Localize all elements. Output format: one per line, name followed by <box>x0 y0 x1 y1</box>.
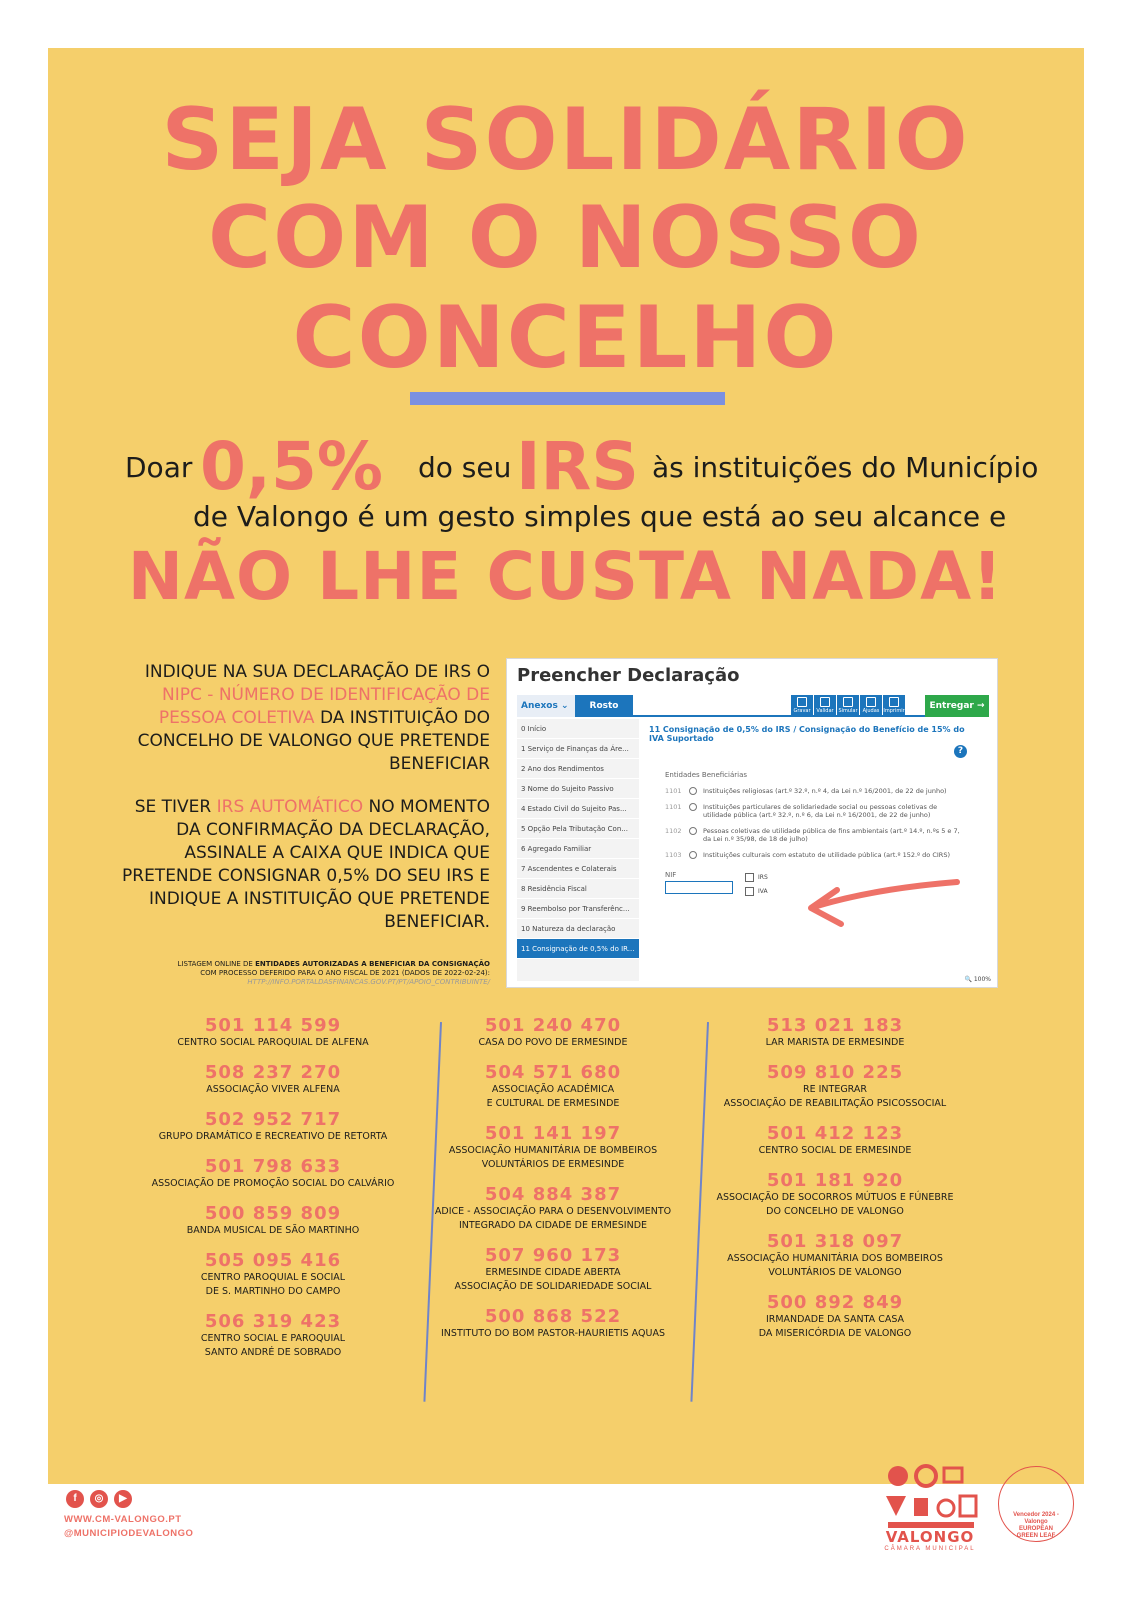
footnote-bold: ENTIDADES AUTORIZADAS A BENEFICIAR DA CONSIGNAÇÃO <box>255 960 490 968</box>
save-button-label: Gravar <box>793 708 811 714</box>
institution-name: ASSOCIAÇÃO DE PROMOÇÃO SOCIAL DO CALVÁRIO <box>151 1178 395 1189</box>
sidebar <box>517 719 639 981</box>
institution <box>408 1016 698 1050</box>
institution <box>128 1110 418 1144</box>
institution <box>408 1307 698 1341</box>
institution <box>408 1063 698 1111</box>
sidebar-item[interactable]: 0 Início <box>517 719 639 739</box>
validate-button-label: Validar <box>816 708 834 714</box>
youtube-icon[interactable]: ▶ <box>114 1490 132 1508</box>
institution-nipc: 501 141 197 <box>484 1123 622 1144</box>
badge-text: Vencedor 2024 - Valongo EUROPEAN GREEN LEAF <box>1013 1512 1059 1539</box>
entity-label: Instituições religiosas (art.º 32.º, n.º 4, da Lei n.º 16/2001, de 22 de junho) <box>703 787 947 795</box>
institution-nipc: 501 240 470 <box>484 1015 622 1036</box>
chevron-down-icon: ⌄ <box>560 701 569 711</box>
institution-name: INSTITUTO DO BOM PASTOR-HAURIETIS AQUAS <box>441 1328 665 1339</box>
instruction-text: DA INSTITUIÇÃO DO CONCELHO DE VALONGO QUE PRETENDE BENEFICIAR <box>137 708 490 774</box>
sidebar-item[interactable]: 5 Opção Pela Tributação Con... <box>517 819 639 839</box>
website-link[interactable]: WWW.CM-VALONGO.PT <box>64 1514 182 1525</box>
institution-name: IRMANDADE DA SANTA CASA DA MISERICÓRDIA DE VALONGO <box>758 1314 912 1339</box>
sidebar-item[interactable]: 8 Residência Fiscal <box>517 879 639 899</box>
institution-nipc: 506 319 423 <box>204 1311 342 1332</box>
institution-nipc: 501 412 123 <box>766 1123 904 1144</box>
help-button-label: Ajudas <box>862 708 880 714</box>
institution-nipc: 501 114 599 <box>204 1015 342 1036</box>
institution-name: ASSOCIAÇÃO VIVER ALFENA <box>206 1084 340 1095</box>
tab-anexos-label: Anexos <box>521 701 558 711</box>
institution-nipc: 507 960 173 <box>484 1245 622 1266</box>
help-icon[interactable]: ? <box>954 745 967 758</box>
sidebar-item[interactable]: 3 Nome do Sujeito Passivo <box>517 779 639 799</box>
save-button[interactable] <box>791 695 813 717</box>
calculator-icon <box>843 697 853 707</box>
sidebar-item[interactable]: 9 Reembolso por Transferênc... <box>517 899 639 919</box>
institution-nipc: 508 237 270 <box>204 1062 342 1083</box>
entity-code: 1101 <box>665 803 682 811</box>
help-button[interactable] <box>860 695 882 717</box>
institution-name: ASSOCIAÇÃO DE SOCORROS MÚTUOS E FÚNEBRE DO CONCELHO DE VALONGO <box>716 1192 954 1217</box>
footnote-link[interactable]: HTTP://INFO.PORTALDASFINANCAS.GOV.PT/PT/APOIO_CONTRIBUINTE/ <box>247 978 490 986</box>
institution-name: ADICE - ASSOCIAÇÃO PARA O DESENVOLVIMENTO INTEGRADO DA CIDADE DE ERMESINDE <box>434 1206 672 1231</box>
check-icon <box>820 697 830 707</box>
institution-name: ASSOCIAÇÃO HUMANITÁRIA DE BOMBEIROS VOLUNTÁRIOS DE ERMESINDE <box>448 1145 658 1170</box>
institution-nipc: 504 884 387 <box>484 1184 622 1205</box>
radio-button[interactable] <box>689 827 697 835</box>
sidebar-item[interactable]: 7 Ascendentes e Colaterais <box>517 859 639 879</box>
entity-code: 1101 <box>665 787 682 795</box>
institution-name: GRUPO DRAMÁTICO E RECREATIVO DE RETORTA <box>158 1131 388 1142</box>
institution <box>128 1016 418 1050</box>
institution-name: RE INTEGRAR ASSOCIAÇÃO DE REABILITAÇÃO PSICOSSOCIAL <box>723 1084 947 1109</box>
iva-checkbox[interactable] <box>745 887 754 896</box>
instagram-icon[interactable]: ◎ <box>90 1490 108 1508</box>
print-button-label: Imprimir <box>883 708 905 714</box>
institutions-column-3 <box>690 1016 980 1354</box>
sidebar-item-active[interactable]: 11 Consignação de 0,5% do IR... <box>517 939 639 959</box>
entities-heading: Entidades Beneficiárias <box>665 771 748 779</box>
institution <box>690 1293 980 1341</box>
institution <box>128 1204 418 1238</box>
sidebar-item[interactable]: 10 Natureza da declaração <box>517 919 639 939</box>
tab-rosto[interactable]: Rosto <box>575 695 633 717</box>
institutions-column-1 <box>128 1016 418 1373</box>
footnote-text: LISTAGEM ONLINE DE <box>177 960 253 968</box>
logo-name: VALONGO <box>885 1528 975 1546</box>
headline-line-3: CONCELHO <box>292 288 839 388</box>
simulate-button-label: Simular <box>838 708 858 714</box>
institution-nipc: 502 952 717 <box>204 1109 342 1130</box>
declaration-screenshot <box>506 658 998 988</box>
nao-lhe-custa-nada: NÃO LHE CUSTA NADA! <box>127 538 1004 615</box>
institution-name: ASSOCIAÇÃO HUMANITÁRIA DOS BOMBEIROS VOLUNTÁRIOS DE VALONGO <box>727 1253 943 1278</box>
intro-percent: 0,5% <box>200 428 384 505</box>
institution-nipc: 513 021 183 <box>766 1015 904 1036</box>
institution <box>408 1185 698 1233</box>
institution <box>408 1124 698 1172</box>
sidebar-item[interactable]: 6 Agregado Familiar <box>517 839 639 859</box>
irs-checkbox[interactable] <box>745 873 754 882</box>
footnote-text: COM PROCESSO DEFERIDO PARA O ANO FISCAL DE 2021 (DADOS DE 2022-02-24): <box>200 969 490 977</box>
sidebar-item[interactable]: 1 Serviço de Finanças da Áre... <box>517 739 639 759</box>
section-title: 11 Consignação de 0,5% do IRS / Consignação do Benefício de 15% do IVA Suportado <box>649 725 965 743</box>
intro-do-seu: do seu <box>418 451 512 484</box>
institution <box>128 1157 418 1191</box>
instruction-text: SE TIVER <box>134 797 212 817</box>
headline-line-2: COM O NOSSO <box>208 188 923 288</box>
instruction-highlight: NIPC - NÚMERO DE IDENTIFICAÇÃO DE PESSOA COLETIVA <box>158 685 490 728</box>
iva-checkbox-label: IVA <box>758 888 768 895</box>
institution-name: CENTRO SOCIAL PAROQUIAL DE ALFENA <box>177 1037 369 1048</box>
instruction-automatico <box>110 796 490 934</box>
institution-nipc: 501 318 097 <box>766 1231 904 1252</box>
entity-code: 1103 <box>665 851 682 859</box>
institution-name: CENTRO PAROQUIAL E SOCIAL DE S. MARTINHO DO CAMPO <box>200 1272 346 1297</box>
institution-name: LAR MARISTA DE ERMESINDE <box>765 1037 905 1048</box>
zoom-level: 🔍 100% <box>964 976 991 983</box>
radio-button[interactable] <box>689 787 697 795</box>
institution-name: CASA DO POVO DE ERMESINDE <box>478 1037 628 1048</box>
tab-anexos[interactable] <box>517 695 575 717</box>
institution <box>128 1312 418 1360</box>
entity-code: 1102 <box>665 827 682 835</box>
entity-label: Instituições particulares de solidariedade social ou pessoas coletivas de utilidade pública (art.º 32.º, n.º 6, da Lei n.º 16/2001, de 22 de junho) <box>703 803 938 819</box>
radio-button[interactable] <box>689 851 697 859</box>
radio-button[interactable] <box>689 803 697 811</box>
institution-nipc: 501 798 633 <box>204 1156 342 1177</box>
social-handle[interactable]: @MUNICIPIODEVALONGO <box>64 1528 194 1539</box>
download-icon <box>797 697 807 707</box>
screenshot-title: Preencher Declaração <box>517 665 740 686</box>
print-button[interactable] <box>883 695 905 717</box>
institution-name: CENTRO SOCIAL E PAROQUIAL SANTO ANDRÉ DE SOBRADO <box>200 1333 346 1358</box>
sidebar-item[interactable]: 4 Estado Civil do Sujeito Pas... <box>517 799 639 819</box>
institution-name: ERMESINDE CIDADE ABERTA ASSOCIAÇÃO DE SOLIDARIEDADE SOCIAL <box>454 1267 652 1292</box>
book-icon <box>866 697 876 707</box>
arrow-icon <box>797 874 967 944</box>
divider-rule <box>410 392 725 405</box>
footnote <box>160 960 490 987</box>
institution-nipc: 500 868 522 <box>484 1306 622 1327</box>
institution <box>690 1171 980 1219</box>
sidebar-item[interactable]: 2 Ano dos Rendimentos <box>517 759 639 779</box>
institution-name: BANDA MUSICAL DE SÃO MARTINHO <box>186 1225 360 1236</box>
intro-line-2: de Valongo é um gesto simples que está ao seu alcance e <box>193 500 1007 533</box>
intro-instituicoes: às instituições do Município <box>652 451 1039 484</box>
institutions-column-2 <box>408 1016 698 1354</box>
validate-button[interactable] <box>814 695 836 717</box>
institution <box>690 1063 980 1111</box>
entregar-button[interactable]: Entregar → <box>925 695 989 717</box>
institution <box>690 1232 980 1280</box>
nif-label: NIF <box>665 871 677 879</box>
facebook-icon[interactable]: f <box>66 1490 84 1508</box>
institution-nipc: 500 859 809 <box>204 1203 342 1224</box>
instruction-text: INDIQUE NA SUA DECLARAÇÃO DE IRS O <box>144 662 490 682</box>
printer-icon <box>889 697 899 707</box>
institution <box>128 1251 418 1299</box>
entity-label: Instituições culturais com estatuto de utilidade pública (art.º 152.º do CIRS) <box>703 851 950 859</box>
headline-line-1: SEJA SOLIDÁRIO <box>161 90 970 190</box>
screenshot-toolbar <box>517 695 989 717</box>
intro-irs: IRS <box>516 428 639 505</box>
nif-input[interactable] <box>665 881 733 894</box>
institution <box>128 1063 418 1097</box>
intro-doar: Doar <box>125 451 193 484</box>
entity-label: Pessoas coletivas de utilidade pública de fins ambientais (art.º 14.º, n.ºs 5 e 7, da Lei n.º 35/98, de 18 de julho) <box>703 827 960 843</box>
instruction-text: NO MOMENTO DA CONFIRMAÇÃO DA DECLARAÇÃO, ASSINALE A CAIXA QUE INDICA QUE PRETENDE CONSIGNAR 0,5% DO SEU IRS E INDIQUE A INSTITUIÇÃO QUE PRETENDE BENEFICIAR. <box>122 797 490 932</box>
institution-nipc: 509 810 225 <box>766 1062 904 1083</box>
instruction-nipc <box>110 661 490 776</box>
institution <box>408 1246 698 1294</box>
institution <box>690 1016 980 1050</box>
institution-name: CENTRO SOCIAL DE ERMESINDE <box>758 1145 912 1156</box>
institution-nipc: 505 095 416 <box>204 1250 342 1271</box>
institution-name: ASSOCIAÇÃO ACADÉMICA E CULTURAL DE ERMESINDE <box>486 1084 620 1109</box>
institution-nipc: 501 181 920 <box>766 1170 904 1191</box>
logo-subtitle: CÂMARA MUNICIPAL <box>884 1546 976 1552</box>
instruction-highlight: IRS AUTOMÁTICO <box>216 797 364 817</box>
simulate-button[interactable] <box>837 695 859 717</box>
institution-nipc: 504 571 680 <box>484 1062 622 1083</box>
institution-nipc: 500 892 849 <box>766 1292 904 1313</box>
institution <box>690 1124 980 1158</box>
irs-checkbox-label: IRS <box>758 874 768 881</box>
